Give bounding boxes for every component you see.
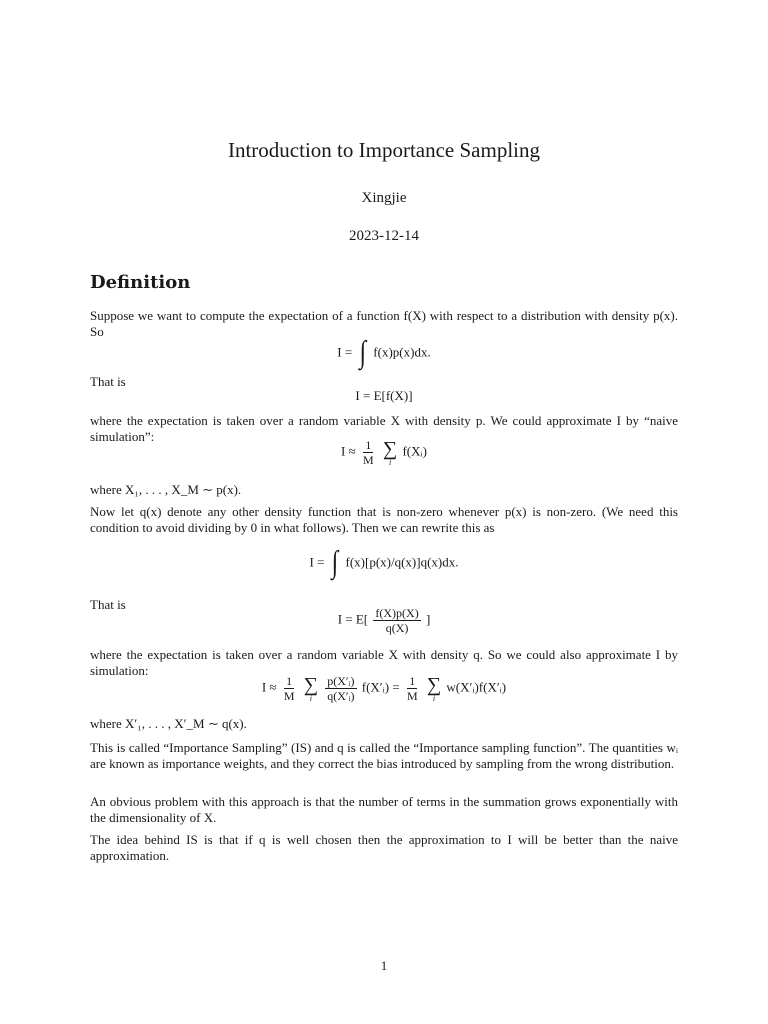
- eq6-denominator-1: M: [283, 689, 295, 703]
- paragraph-9: This is called “Importance Sampling” (IS) and q is called the “Importance sampling function”. The quantities wᵢ are known as importance weights, and they correct the bias introduced by sampling from the wrong distribution.: [90, 740, 678, 771]
- page-number: 1: [380, 958, 388, 973]
- equation-5: [90, 606, 678, 635]
- eq5-rhs: ]: [425, 611, 431, 627]
- paragraph-5: Now let q(x) denote any other density function that is non-zero whenever p(x) is non-zero. (We need this condition to avoid dividing by 0 in what follows). Then we can rewrite this as: [90, 504, 678, 535]
- paper-title: Introduction to Importance Sampling: [227, 138, 541, 162]
- sum-symbol-2: ∑: [303, 673, 318, 696]
- integral-symbol-2: ∫: [331, 545, 339, 580]
- equation-1: [90, 335, 678, 370]
- eq4-lhs: I =: [309, 554, 325, 570]
- eq6-denominator-3: M: [406, 689, 418, 703]
- eq6-middle: f(X′ᵢ) =: [361, 679, 400, 695]
- eq6-sum-index-1: i: [309, 693, 312, 703]
- paragraph-3: where the expectation is taken over a random variable X with density p. We could approximate I by “naive simulation”:: [90, 413, 678, 444]
- paragraph-7: where the expectation is taken over a random variable X with density q. So we could also approximate I by simulation:: [90, 647, 678, 678]
- eq1-body: f(x)p(x)dx.: [373, 344, 431, 360]
- paragraph-1: Suppose we want to compute the expectation of a function f(X) with respect to a distribution with density p(x). So: [90, 308, 678, 339]
- eq3-denominator: M: [363, 453, 374, 467]
- eq6-fraction-1: [282, 674, 297, 703]
- eq6-numerator-2: p(X′ᵢ): [327, 674, 355, 688]
- eq5-lhs: I = E[: [337, 611, 369, 627]
- equation-3: [90, 438, 678, 467]
- equation-4: [90, 545, 678, 580]
- eq5-denominator: q(X): [385, 621, 409, 635]
- sum-symbol: ∑: [382, 437, 398, 460]
- paragraph-4: where X₁, . . . , X_M ∼ p(x).: [90, 482, 242, 497]
- paragraph-2: That is: [90, 374, 126, 389]
- eq6-rhs: w(X′ᵢ)f(X′ᵢ): [446, 679, 507, 695]
- eq6-denominator-2: q(X′ᵢ): [327, 689, 355, 703]
- author-name: Xingjie: [361, 190, 407, 206]
- integral-symbol: ∫: [359, 335, 367, 370]
- eq3-fraction: [361, 438, 376, 467]
- eq5-fraction: [373, 606, 420, 635]
- paper-date: 2023-12-14: [349, 228, 419, 244]
- paragraph-10: An obvious problem with this approach is that the number of terms in the summation grows exponentially with the dimensionality of X.: [90, 794, 678, 825]
- eq6-sum-2: [427, 675, 441, 703]
- eq6-sum-1: [304, 675, 318, 703]
- eq3-numerator: 1: [365, 438, 372, 452]
- eq3-lhs: I ≈: [341, 443, 356, 459]
- eq6-fraction-3: [405, 674, 420, 703]
- eq5-numerator: f(X)p(X): [375, 606, 419, 620]
- eq3-sum-index: i: [388, 457, 392, 467]
- paragraph-8: where X′₁, . . . , X′_M ∼ q(x).: [90, 716, 247, 731]
- eq1-lhs: I =: [337, 344, 353, 360]
- eq3-sum: [383, 439, 397, 467]
- eq6-fraction-2: [325, 674, 356, 703]
- paragraph-6: That is: [90, 597, 126, 612]
- sum-symbol-3: ∑: [426, 673, 442, 696]
- eq4-body: f(x)[p(x)/q(x)]q(x)dx.: [345, 554, 459, 570]
- equation-6: [90, 674, 678, 703]
- equation-2: I = E[f(X)]: [355, 388, 413, 403]
- section-heading: Definition: [90, 272, 191, 293]
- eq6-numerator-3: 1: [409, 674, 416, 688]
- eq6-lhs: I ≈: [261, 679, 277, 695]
- eq6-numerator-1: 1: [286, 674, 293, 688]
- eq3-rhs: f(Xᵢ): [402, 443, 427, 459]
- eq6-sum-index-2: i: [432, 693, 436, 703]
- paragraph-11: The idea behind IS is that if q is well chosen then the approximation to I will be better than the naive approximation.: [90, 832, 678, 863]
